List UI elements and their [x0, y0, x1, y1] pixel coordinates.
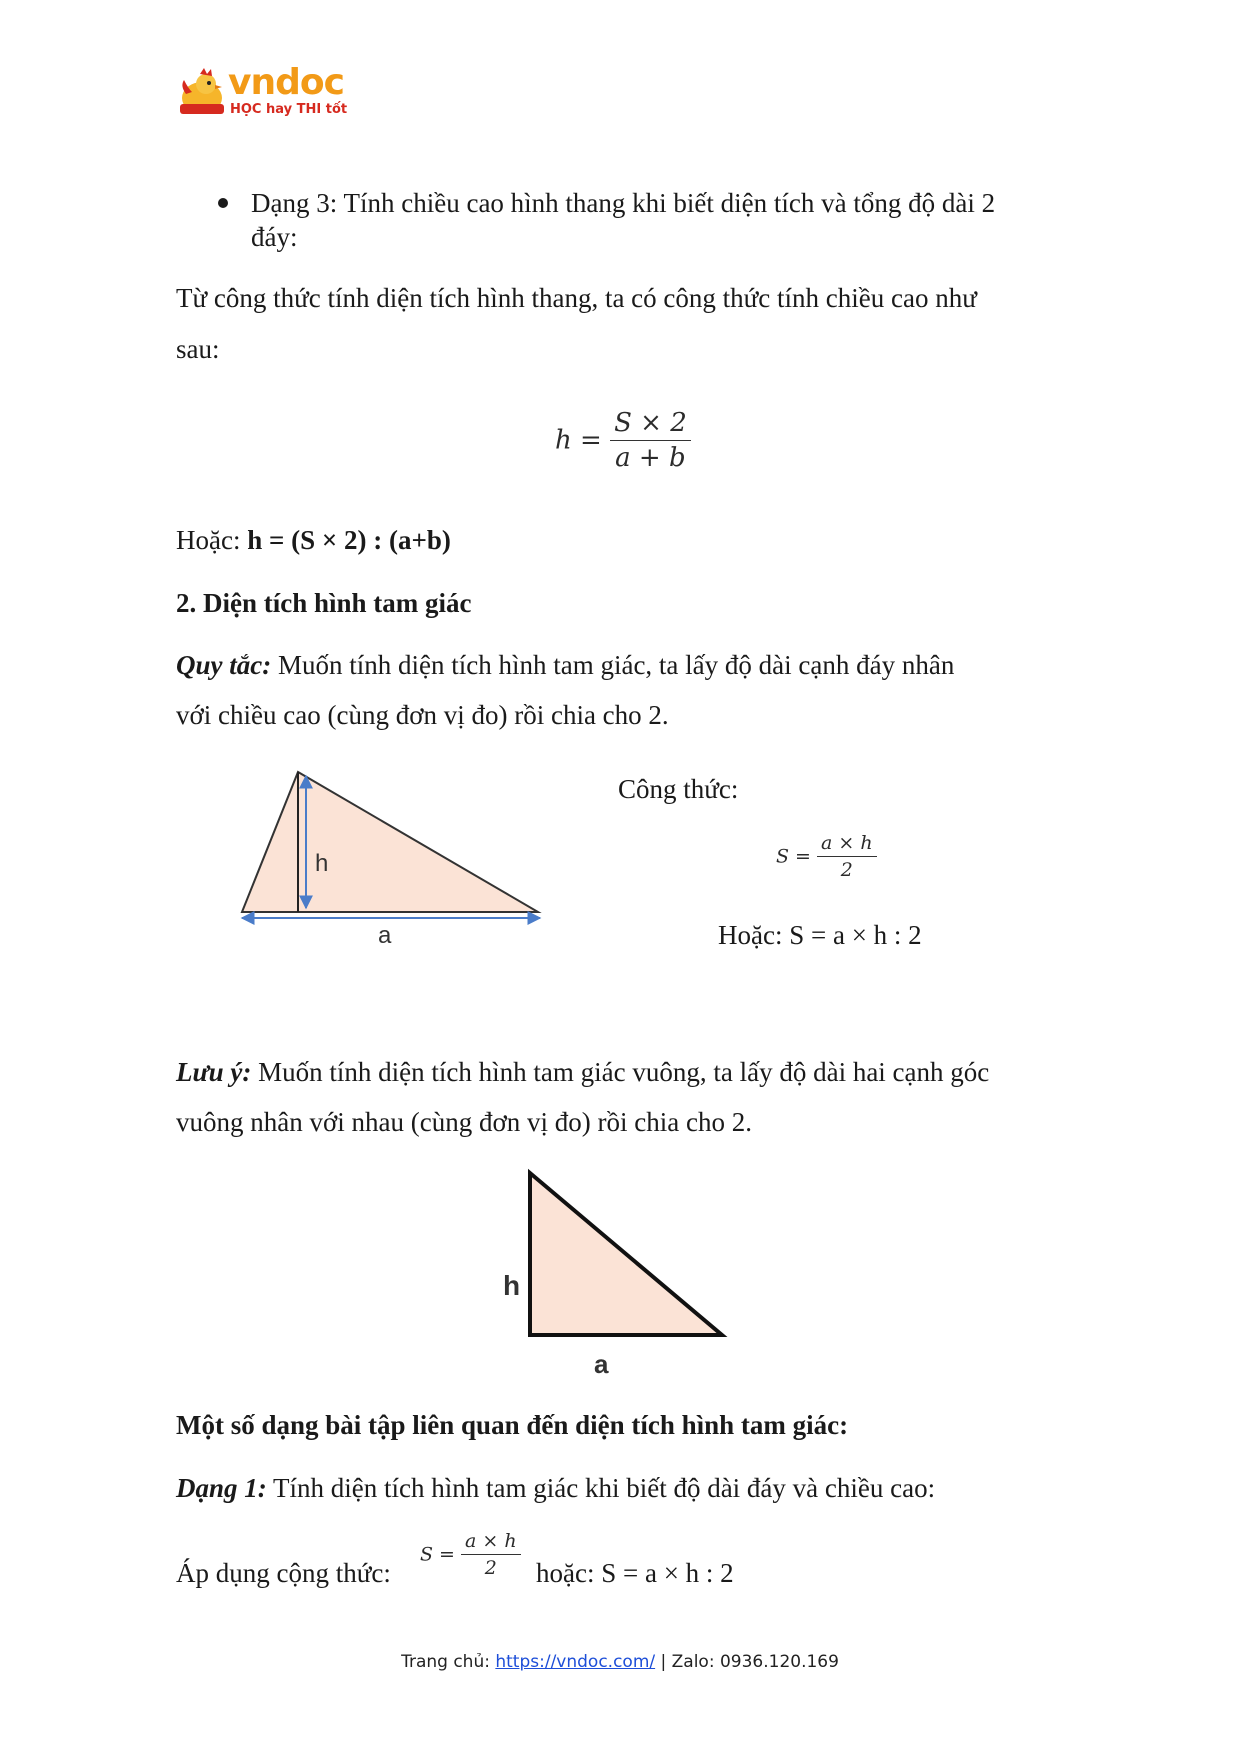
- footer: [0, 1652, 1240, 1672]
- footer-prefix: Trang chủ:: [401, 1652, 496, 1672]
- apply-formula-lhs: S =: [420, 1543, 455, 1566]
- dang3-bullet-line2: đáy:: [251, 222, 298, 252]
- logo-tagline: HỌC hay THI tốt: [230, 102, 348, 117]
- logo[interactable]: [176, 62, 348, 124]
- figure1-a-label: a: [378, 922, 392, 949]
- note-line2: vuông nhân với nhau (cùng đơn vị đo) rồi chia cho 2.: [176, 1107, 752, 1137]
- rooster-mascot-icon: [176, 68, 228, 120]
- apply-formula-numerator: a × h: [461, 1530, 521, 1555]
- triangle-formula-numerator: a × h: [817, 832, 877, 857]
- rule-line1: [176, 648, 954, 682]
- triangle-heading: 2. Diện tích hình tam giác: [176, 588, 472, 618]
- right-triangle-shape: [530, 1173, 722, 1335]
- figure1-h-label: h: [315, 850, 329, 877]
- triangle-shape: [242, 772, 538, 912]
- height-formula-denominator: a + b: [615, 443, 686, 473]
- dang1-text: Tính diện tích hình tam giác khi biết độ dài đáy và chiều cao:: [266, 1473, 936, 1503]
- footer-zalo: | Zalo: 0936.120.169: [655, 1652, 839, 1672]
- triangle-formula-lhs: S =: [776, 845, 811, 868]
- triangle-alt-formula: Hoặc: S = a × h : 2: [718, 920, 922, 950]
- height-formula-numerator: S × 2: [610, 408, 691, 441]
- apply-formula: [420, 1530, 521, 1579]
- figure2-h-label: h: [503, 1270, 521, 1301]
- apply-label: Áp dụng cộng thức:: [176, 1558, 391, 1588]
- note-label: Lưu ý:: [176, 1057, 252, 1087]
- exercises-heading: Một số dạng bài tập liên quan đến diện tích hình tam giác:: [176, 1410, 849, 1440]
- triangle-formula-denominator: 2: [840, 859, 853, 881]
- right-triangle-figure: [525, 1168, 735, 1348]
- note-line1: [176, 1055, 989, 1089]
- apply-formula-denominator: 2: [484, 1557, 497, 1579]
- dang1-line: [176, 1471, 935, 1505]
- apply-alt: hoặc: S = a × h : 2: [536, 1558, 734, 1588]
- dang3-intro-line2: sau:: [176, 334, 220, 364]
- triangle-formula: [776, 832, 877, 881]
- figure2-a-label: a: [594, 1349, 609, 1379]
- bullet-dot: [218, 198, 228, 208]
- height-formula-lhs: h =: [555, 425, 602, 456]
- dang3-alt-formula: [176, 523, 451, 557]
- alt-prefix: Hoặc:: [176, 525, 248, 555]
- note-text: Muốn tính diện tích hình tam giác vuông, ta lấy độ dài hai cạnh góc: [251, 1057, 990, 1087]
- logo-wordmark: vndoc: [228, 62, 344, 103]
- rule-text: Muốn tính diện tích hình tam giác, ta lấy độ dài cạnh đáy nhân: [271, 650, 955, 680]
- rule-line2: với chiều cao (cùng đơn vị đo) rồi chia cho 2.: [176, 700, 669, 730]
- formula-title: Công thức:: [618, 774, 739, 804]
- footer-homepage-link[interactable]: https://vndoc.com/: [495, 1652, 656, 1672]
- dang3-bullet-line1: Dạng 3: Tính chiều cao hình thang khi biết diện tích và tổng độ dài 2: [251, 188, 996, 218]
- alt-formula-bold: h = (S × 2) : (a+b): [247, 525, 451, 555]
- rule-label: Quy tắc:: [176, 650, 272, 680]
- height-formula: [555, 408, 691, 473]
- dang1-label: Dạng 1:: [176, 1473, 267, 1503]
- dang3-intro-line1: Từ công thức tính diện tích hình thang, ta có công thức tính chiều cao như: [176, 283, 977, 313]
